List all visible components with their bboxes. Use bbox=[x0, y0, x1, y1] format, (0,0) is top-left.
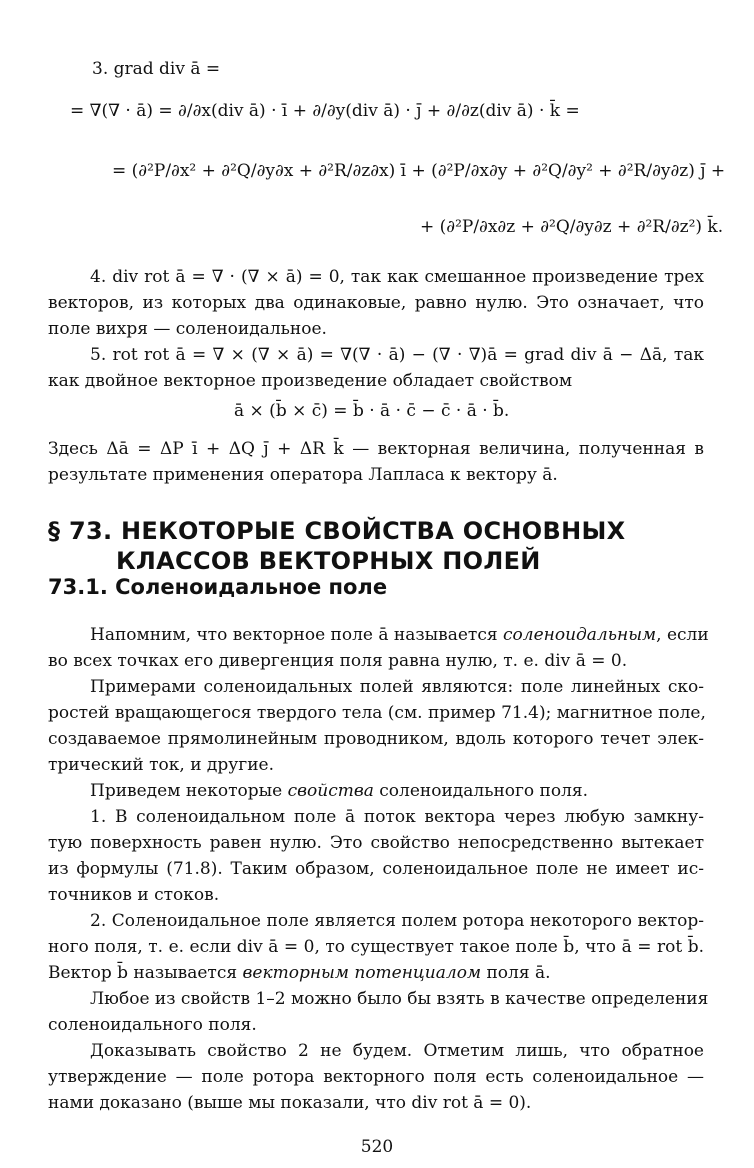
p4-line-1: 1. В соленоидальном поле ā поток вектора через любую замкну- bbox=[90, 807, 704, 827]
p2-line-3: создаваемое прямолинейным проводником, вдоль которого течет элек- bbox=[48, 729, 704, 749]
p2-line-2: ростей вращающегося твердого тела (см. пример 71.4); магнитное поле, bbox=[48, 703, 706, 723]
formula-3-line-3: + (∂²P/∂x∂z + ∂²Q/∂y∂z + ∂²R/∂z²) k̄. bbox=[420, 217, 724, 237]
p3-text-a: Приведем некоторые bbox=[90, 781, 288, 801]
p4-line-2: тую поверхность равен нулю. Это свойство непосредственно вытекает bbox=[48, 833, 704, 853]
section-heading-line-2: КЛАССОВ ВЕКТОРНЫХ ПОЛЕЙ bbox=[116, 547, 541, 575]
p1-line-1 bbox=[48, 622, 709, 648]
p7-line-3: нами доказано (выше мы показали, что div rot ā = 0). bbox=[48, 1093, 532, 1113]
p5-emphasis: векторным потенциалом bbox=[242, 963, 482, 983]
p3-text-b: соленоидального поля. bbox=[373, 781, 589, 801]
formula-3-line-1: = ∇(∇ · ā) = ∂/∂x(div ā) · ī + ∂/∂y(div ā) · j̄ + ∂/∂z(div ā) · k̄ = bbox=[70, 101, 580, 121]
para-5-formula: ā × (b̄ × c̄) = b̄ · ā · c̄ − c̄ · ā · b̄. bbox=[234, 401, 510, 421]
formula-3-line-2: = (∂²P/∂x² + ∂²Q/∂y∂x + ∂²R/∂z∂x) ī + (∂²P/∂x∂y + ∂²Q/∂y² + ∂²R/∂y∂z) j̄ + bbox=[112, 161, 726, 181]
para-5-line-1: 5. rot rot ā = ∇ × (∇ × ā) = ∇(∇ · ā) − (∇ · ∇)ā = grad div ā − Δā, так bbox=[90, 345, 704, 365]
p1-emphasis: соленоидальным bbox=[503, 625, 657, 645]
p6-line-2: соленоидального поля. bbox=[48, 1015, 257, 1035]
p1-text-b: , если bbox=[656, 625, 709, 645]
p2-line-1: Примерами соленоидальных полей являются: поле линейных ско- bbox=[90, 677, 704, 697]
para-6-line-2: результате применения оператора Лапласа к вектору ā. bbox=[48, 465, 558, 485]
subsection-heading: 73.1. Соленоидальное поле bbox=[48, 575, 388, 599]
p5-text-b: поля ā. bbox=[481, 963, 551, 983]
p2-line-4: трический ток, и другие. bbox=[48, 755, 274, 775]
para-4-line-1: 4. div rot ā = ∇ · (∇ × ā) = 0, так как смешанное произведение трех bbox=[90, 267, 704, 287]
p1-line-2: во всех точках его дивергенция поля равна нулю, т. е. div ā = 0. bbox=[48, 651, 628, 671]
p4-line-4: точников и стоков. bbox=[48, 885, 220, 905]
p5-line-1: 2. Соленоидальное поле является полем ротора некоторого вектор- bbox=[90, 911, 704, 931]
p3-line-1 bbox=[48, 778, 704, 804]
p5-line-3 bbox=[48, 960, 704, 986]
p4-line-3: из формулы (71.8). Таким образом, соленоидальное поле не имеет ис- bbox=[48, 859, 704, 879]
para-5-line-2: как двойное векторное произведение обладает свойством bbox=[48, 371, 573, 391]
p1-text-a: Напомним, что векторное поле ā называется bbox=[90, 625, 503, 645]
section-heading-line-1: § 73. НЕКОТОРЫЕ СВОЙСТВА ОСНОВНЫХ bbox=[48, 517, 626, 545]
page-number: 520 bbox=[360, 1137, 394, 1157]
p7-line-2: утверждение — поле ротора векторного поля есть соленоидальное — bbox=[48, 1067, 704, 1087]
para-4-line-2: векторов, из которых два одинаковые, равно нулю. Это означает, что bbox=[48, 293, 704, 313]
p6-line-1: Любое из свойств 1–2 можно было бы взять в качестве определения bbox=[90, 989, 709, 1009]
p5-line-2: ного поля, т. е. если div ā = 0, то существует такое поле b̄, что ā = rot b̄. bbox=[48, 937, 704, 957]
p3-emphasis: свойства bbox=[287, 781, 374, 801]
para-6-line-1: Здесь Δā = ΔP ī + ΔQ j̄ + ΔR k̄ — векторная величина, полученная в bbox=[48, 439, 704, 459]
para-4-line-3: поле вихря — соленоидальное. bbox=[48, 319, 327, 339]
p5-text-a: Вектор b̄ называется bbox=[48, 963, 243, 983]
formula-3-label: 3. grad div ā = bbox=[92, 59, 221, 79]
p7-line-1: Доказывать свойство 2 не будем. Отметим лишь, что обратное bbox=[90, 1041, 704, 1061]
